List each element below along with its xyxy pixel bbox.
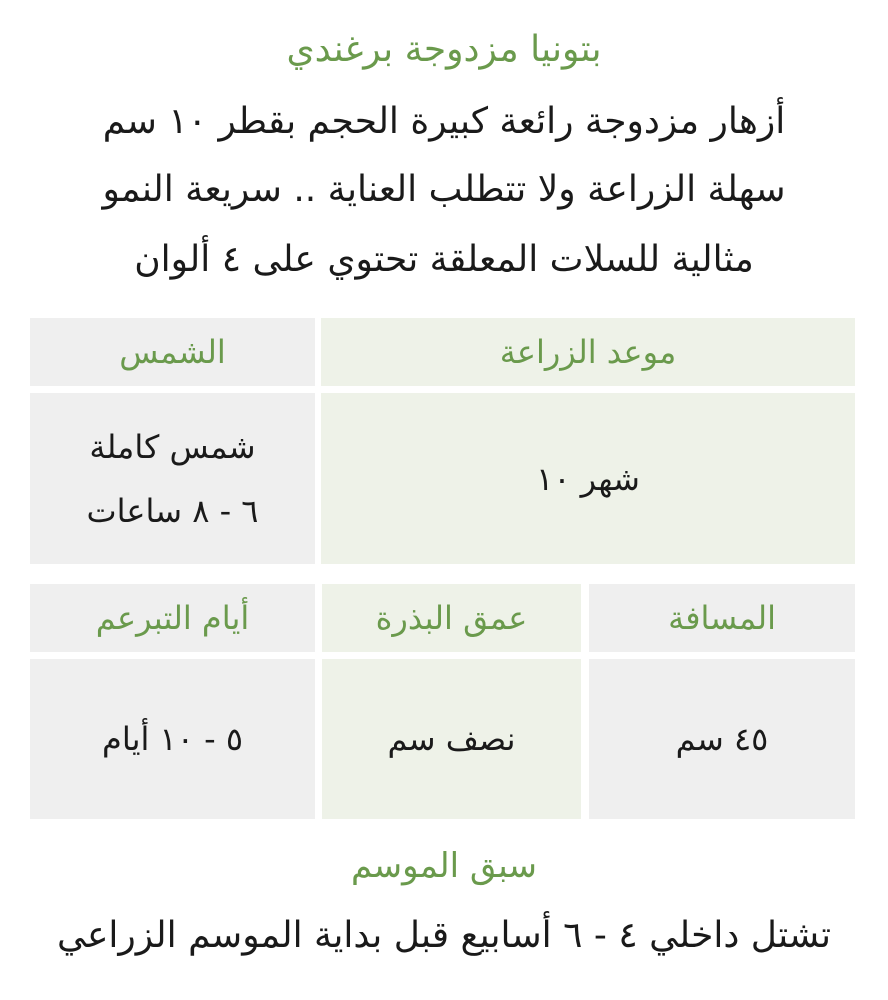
sun-header: الشمس (30, 318, 315, 386)
product-title: بتونيا مزدوجة برغندي (286, 29, 602, 70)
season-text: تشتل داخلي ٤ - ٦ أسابيع قبل بداية الموسم الزراعي (56, 915, 832, 956)
distance-header: المسافة (589, 584, 855, 652)
planting-time-value: شهر ١٠ (321, 393, 855, 564)
season-heading: سبق الموسم (350, 846, 538, 886)
description-line-2: سهلة الزراعة ولا تتطلب العناية .. سريعة النمو (102, 169, 786, 210)
description-line-3: مثالية للسلات المعلقة تحتوي على ٤ ألوان (134, 239, 754, 280)
distance-value: ٤٥ سم (589, 659, 855, 819)
seed-depth-value: نصف سم (322, 659, 581, 819)
seed-depth-header: عمق البذرة (322, 584, 581, 652)
sun-value (30, 393, 315, 564)
germination-value: ٥ - ١٠ أيام (30, 659, 315, 819)
germination-header: أيام التبرعم (30, 584, 315, 652)
planting-time-header: موعد الزراعة (321, 318, 855, 386)
sun-value-line-1: شمس كاملة (89, 427, 256, 466)
sun-value-line-2: ٦ - ٨ ساعات (86, 491, 259, 530)
description-line-1: أزهار مزدوجة رائعة كبيرة الحجم بقطر ١٠ سم (102, 101, 786, 142)
